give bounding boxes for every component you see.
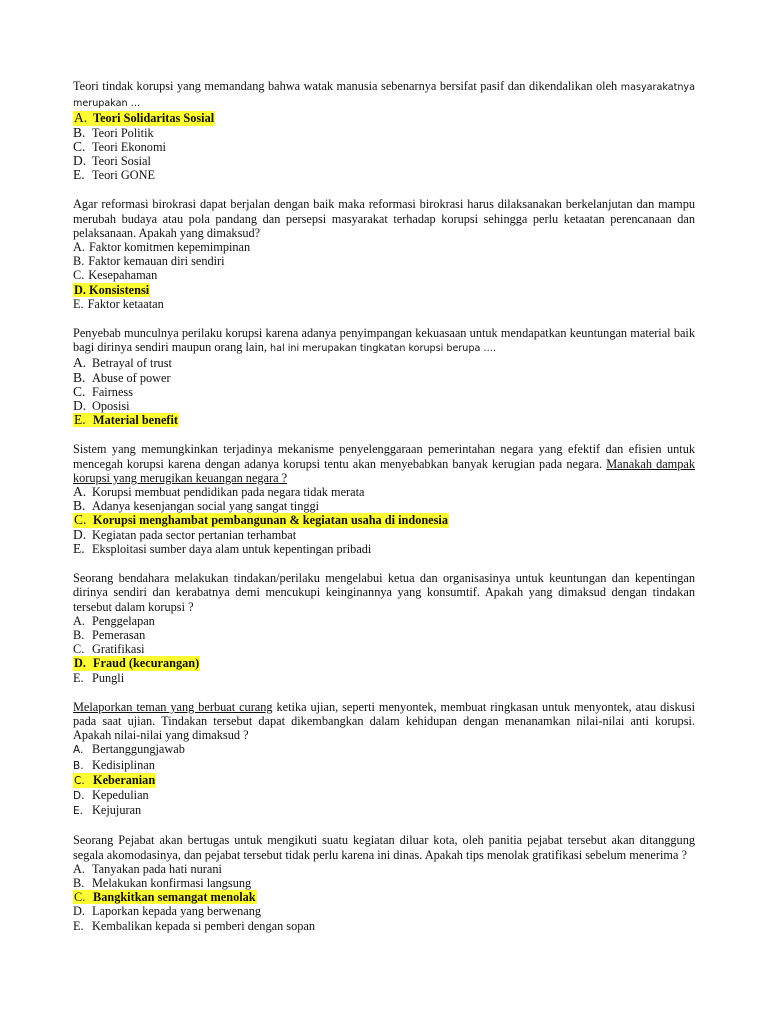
option-letter: D. xyxy=(73,398,87,414)
option-letter: A. xyxy=(73,355,87,371)
option-b xyxy=(73,371,695,385)
option-letter: C. xyxy=(73,383,86,399)
option-d xyxy=(73,904,695,918)
option-letter: A. xyxy=(74,110,88,126)
question-7 xyxy=(73,833,695,932)
answer-highlight xyxy=(73,513,449,527)
option-e xyxy=(73,671,695,685)
option-d xyxy=(73,399,695,413)
option-letter: C. xyxy=(73,138,86,154)
quiz-document xyxy=(73,79,695,948)
question-5 xyxy=(73,571,695,685)
option-a xyxy=(73,614,695,628)
stem-tail: masyarakatnya merupakan … xyxy=(73,82,695,110)
option-letter: D. xyxy=(73,789,85,802)
option-list xyxy=(73,111,695,182)
option-letter: C. xyxy=(73,268,85,283)
option-b xyxy=(73,499,695,513)
stem-text: Sistem yang memungkinkan terjadinya mekanisme penyelenggaraan pemerintahan negara yang efektif dan efisien untuk mencegah korupsi karena dengan adanya korupsi tentu akan menyebabkan banyak kerugian pada negara. xyxy=(73,442,695,471)
option-text: Abuse of power xyxy=(92,370,171,385)
question-stem: Seorang Pejabat akan bertugas untuk mengikuti suatu kegiatan diluar kota, oleh panitia pejabat tersebut akan ditanggung segala akomodasinya, dan pejabat tersebut tidak perlu karena ini dinas. Apakah tips menolak gratifikasi sebelum menerima ? xyxy=(73,833,695,862)
option-letter: E. xyxy=(73,918,84,933)
option-letter: D. xyxy=(73,904,85,919)
option-text: Korupsi menghambat pembangunan & kegiatan usaha di indonesia xyxy=(93,513,448,528)
option-letter: B. xyxy=(73,759,84,772)
option-letter: E. xyxy=(73,540,85,556)
option-letter: B. xyxy=(73,498,86,514)
option-letter: E. xyxy=(73,296,84,311)
option-text: Kembalikan kepada si pemberi dengan sopan xyxy=(92,918,315,933)
question-stem: Seorang bendahara melakukan tindakan/perilaku mengelabui ketua dan organisasinya untuk keuntungan dan kepentingan dirinya sendiri dan kerabatnya demi mencukupi keinginannya yang konsumtif. Apakah yang dimaksud dengan tindakan tersebut dalam korupsi ? xyxy=(73,571,695,614)
option-c xyxy=(73,513,695,527)
option-letter: A. xyxy=(73,613,85,628)
option-text: Korupsi membuat pendidikan pada negara tidak merata xyxy=(92,485,365,500)
option-c xyxy=(73,890,695,904)
option-letter: E. xyxy=(73,805,83,818)
option-text: Faktor komitmen kepemimpinan xyxy=(88,240,251,255)
option-a xyxy=(73,742,695,757)
option-text: Penggelapan xyxy=(92,613,155,628)
option-text: Adanya kesenjangan social yang sangat tinggi xyxy=(92,499,320,514)
option-text: Tanyakan pada hati nurani xyxy=(92,861,222,876)
question-stem xyxy=(73,700,695,743)
option-text: Fairness xyxy=(92,384,133,399)
option-e xyxy=(73,542,695,556)
option-b xyxy=(73,126,695,140)
option-e xyxy=(73,413,695,427)
option-letter: A. xyxy=(73,861,85,876)
option-list xyxy=(73,742,695,818)
option-text: Pungli xyxy=(92,670,125,685)
answer-highlight xyxy=(73,413,179,427)
option-text: Konsistensi xyxy=(89,282,150,297)
option-text: Kepedulian xyxy=(92,787,149,802)
option-text: Faktor ketaatan xyxy=(87,296,164,311)
option-letter: E. xyxy=(74,412,86,428)
option-text: Kesepahaman xyxy=(88,268,158,283)
option-text: Kejujuran xyxy=(92,803,142,818)
option-c xyxy=(73,385,695,399)
answer-highlight xyxy=(73,111,215,125)
option-letter: C. xyxy=(74,774,85,787)
question-stem xyxy=(73,326,695,356)
option-text: Teori Sosial xyxy=(92,154,151,169)
option-text: Melakukan konfirmasi langsung xyxy=(92,875,252,890)
option-text: Betrayal of trust xyxy=(92,356,172,371)
stem-text: Penyebab munculnya perilaku korupsi karena adanya penyimpangan kekuasaan untuk mendapatkan keuntungan material baik bagi dirinya sendiri maupun orang lain, xyxy=(73,326,695,355)
option-a xyxy=(73,356,695,370)
option-text: Pemerasan xyxy=(92,627,146,642)
option-b xyxy=(73,254,695,268)
option-text: Keberanian xyxy=(93,772,156,787)
option-d xyxy=(73,656,695,670)
option-letter: B. xyxy=(73,254,85,269)
answer-highlight xyxy=(73,773,156,788)
option-b xyxy=(73,876,695,890)
option-b xyxy=(73,628,695,642)
option-letter: A. xyxy=(73,744,84,757)
question-6 xyxy=(73,700,695,819)
option-text: Fraud (kecurangan) xyxy=(93,656,200,671)
option-list xyxy=(73,356,695,427)
option-a xyxy=(73,111,695,125)
option-list xyxy=(73,614,695,685)
option-text: Faktor kemauan diri sendiri xyxy=(88,254,225,269)
option-text: Gratifikasi xyxy=(92,642,145,657)
option-letter: D. xyxy=(73,526,87,542)
option-letter: B. xyxy=(73,369,86,385)
stem-tail: hal ini merupakan tingkatan korupsi berupa …. xyxy=(270,343,497,355)
option-a xyxy=(73,240,695,254)
question-3 xyxy=(73,326,695,427)
option-d xyxy=(73,528,695,542)
option-a xyxy=(73,485,695,499)
option-list xyxy=(73,862,695,933)
option-letter: B. xyxy=(73,875,85,890)
question-stem: Agar reformasi birokrasi dapat berjalan dengan baik maka reformasi birokrasi harus dilaksanakan berkelanjutan dan mampu merubah budaya atau pola pandang dan persepsi masyarakat terhadap korupsi sehingga perlu ketaatan perencanaan dan pelaksanaan. Apakah yang dimaksud? xyxy=(73,197,695,240)
option-letter: A. xyxy=(73,484,87,500)
option-letter: D. xyxy=(74,656,86,671)
stem-underlined: Manakah dampak korupsi yang merugikan keuangan negara ? xyxy=(73,456,695,485)
option-text: Teori Politik xyxy=(92,125,154,140)
option-text: Kedisiplinan xyxy=(92,757,155,772)
option-e xyxy=(73,919,695,933)
question-2 xyxy=(73,197,695,311)
option-text: Teori Solidaritas Sosial xyxy=(93,111,215,126)
option-c xyxy=(73,642,695,656)
option-text: Kegiatan pada sector pertanian terhambat xyxy=(92,527,297,542)
answer-highlight xyxy=(73,656,200,670)
option-text: Laporkan kepada yang berwenang xyxy=(92,904,262,919)
stem-underlined: Melaporkan teman yang berbuat curang xyxy=(73,699,273,714)
question-1 xyxy=(73,79,695,182)
option-text: Teori GONE xyxy=(92,168,155,183)
option-e xyxy=(73,297,695,311)
option-b xyxy=(73,758,695,773)
option-letter: D. xyxy=(74,282,86,297)
option-letter: C. xyxy=(73,642,85,657)
question-stem xyxy=(73,442,695,485)
option-letter: E. xyxy=(73,167,85,183)
option-text: Oposisi xyxy=(92,399,130,414)
option-list xyxy=(73,485,695,556)
option-e xyxy=(73,168,695,182)
option-letter: B. xyxy=(73,124,86,140)
option-c xyxy=(73,140,695,154)
option-letter: C. xyxy=(74,890,86,905)
option-c xyxy=(73,268,695,282)
option-e xyxy=(73,803,695,818)
option-letter: A. xyxy=(73,240,85,255)
option-text: Bertanggungjawab xyxy=(92,742,185,757)
option-text: Material benefit xyxy=(93,413,179,428)
option-text: Bangkitkan semangat menolak xyxy=(93,890,256,905)
option-letter: B. xyxy=(73,627,85,642)
option-d xyxy=(73,154,695,168)
option-text: Teori Ekonomi xyxy=(92,139,166,154)
question-stem xyxy=(73,79,695,111)
question-4 xyxy=(73,442,695,556)
option-d xyxy=(73,283,695,297)
option-list xyxy=(73,240,695,311)
stem-text: Teori tindak korupsi yang memandang bahwa watak manusia sebenarnya bersifat pasif dan dikendalikan oleh xyxy=(73,79,621,93)
option-d xyxy=(73,788,695,803)
answer-highlight xyxy=(73,890,257,904)
option-letter: C. xyxy=(74,512,87,528)
option-text: Eksploitasi sumber daya alam untuk kepentingan pribadi xyxy=(92,541,372,556)
option-a xyxy=(73,862,695,876)
answer-highlight xyxy=(73,283,150,297)
option-letter: D. xyxy=(73,153,87,169)
option-letter: E. xyxy=(73,670,84,685)
stem-text: ketika ujian, seperti menyontek, membuat ringkasan untuk menyontek, atau diskusi pada saat ujian. Tindakan tersebut dapat dikembangkan dalam kehidupan dengan menanamkan nilai-nilai anti korupsi. Apakah nilai-nilai yang dimaksud ? xyxy=(73,699,695,743)
option-c xyxy=(73,773,695,788)
